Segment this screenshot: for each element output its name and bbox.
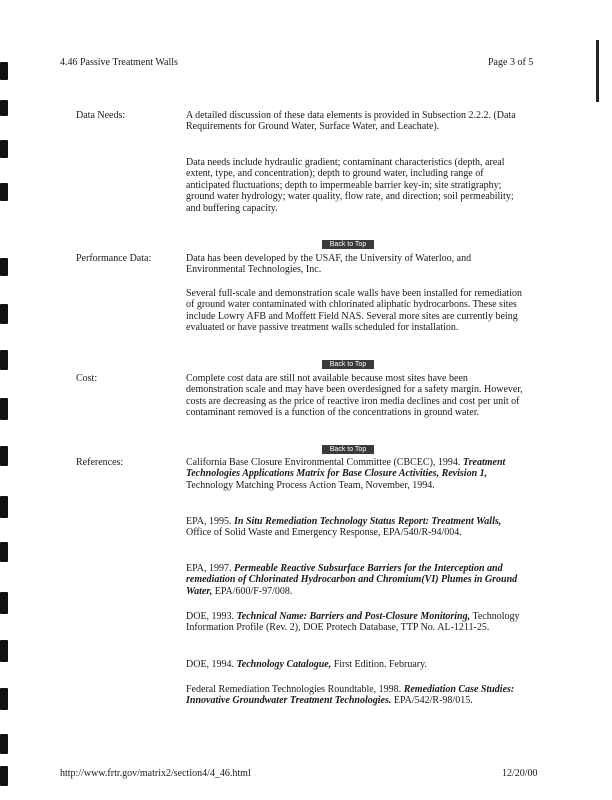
data-needs-label: Data Needs: (76, 110, 126, 121)
binder-mark (0, 640, 8, 662)
page-url: http://www.frtr.gov/matrix2/section4/4_46.html (60, 768, 251, 779)
binder-mark (0, 542, 8, 562)
binder-mark (0, 592, 8, 614)
reference-item: California Base Closure Environmental Committee (CBCEC), 1994. Treatment Technologies Applications Matrix for Base Closure Activities, Revision 1, Technology Matching Process Action Team, November, 1994. (186, 457, 506, 491)
binder-mark (0, 183, 8, 201)
cost-paragraph: Complete cost data are still not available because most sites have been demonstration scale and may have been overdesigned for a safety margin. However, costs are decreasing as the price of reactive iron media declines and cost per unit of contaminant removed is a function of the concentrations in ground water. (186, 373, 523, 419)
performance-data-label: Performance Data: (76, 253, 152, 264)
data-needs-paragraph-1: A detailed discussion of these data elements is provided in Subsection 2.2.2. (Data Requirements for Ground Water, Surface Water, and Leachate). (186, 110, 516, 133)
back-to-top-link[interactable]: Back to Top (322, 360, 374, 369)
print-date: 12/20/00 (502, 768, 538, 779)
binder-mark (0, 734, 8, 754)
binder-mark (0, 304, 8, 324)
binder-mark (0, 688, 8, 710)
reference-item: Federal Remediation Technologies Roundtable, 1998. Remediation Case Studies: Innovative Groundwater Treatment Technologies. EPA/542/R-98/015. (186, 684, 515, 707)
binder-mark (0, 140, 8, 158)
binder-mark (0, 398, 8, 420)
page-number: Page 3 of 5 (488, 57, 534, 68)
binder-mark (0, 766, 8, 786)
reference-item: EPA, 1995. In Situ Remediation Technology Status Report: Treatment Walls, Office of Solid Waste and Emergency Response, EPA/540/R-94/004. (186, 516, 502, 539)
back-to-top-link[interactable]: Back to Top (322, 445, 374, 454)
back-to-top-link[interactable]: Back to Top (322, 240, 374, 249)
reference-item: DOE, 1994. Technology Catalogue, First Edition. February. (186, 659, 427, 670)
reference-item: EPA, 1997. Permeable Reactive Subsurface Barriers for the Interception and remediation of Chlorinated Hydrocarbon and Chromium(VI) Plumes in Ground Water, EPA/600/F-97/008. (186, 563, 518, 597)
reference-item: DOE, 1993. Technical Name: Barriers and Post-Closure Monitoring, Technology Information Profile (Rev. 2), DOE Protech Database, TTP No. AL-1211-25. (186, 611, 520, 634)
binder-mark (0, 62, 8, 80)
cost-label: Cost: (76, 373, 98, 384)
data-needs-paragraph-2: Data needs include hydraulic gradient; contaminant characteristics (depth, areal extent, type, and concentration); depth to ground water, including range of anticipated fluctuations; depth to impermeable barrier key-in; site stratigraphy; ground water hydrology; water quality, flow rate, and direction; soil permeability; and buffering capacity. (186, 157, 514, 214)
binder-mark (0, 446, 8, 466)
binder-mark (0, 100, 8, 116)
references-label: References: (76, 457, 124, 468)
binder-mark (0, 350, 8, 370)
page-title: 4.46 Passive Treatment Walls (60, 57, 178, 68)
binder-mark (0, 258, 8, 276)
performance-paragraph-2: Several full-scale and demonstration scale walls have been installed for remediation of ground water contaminated with chlorinated aliphatic hydrocarbons. These sites include Lowry AFB and Moffett Field NAS. Several more sites are currently being evaluated or have passive treatment walls scheduled for installation. (186, 288, 522, 334)
binder-mark (0, 496, 8, 518)
performance-paragraph-1: Data has been developed by the USAF, the University of Waterloo, and Environmental Technologies, Inc. (186, 253, 472, 276)
scan-edge-bar (596, 40, 599, 102)
